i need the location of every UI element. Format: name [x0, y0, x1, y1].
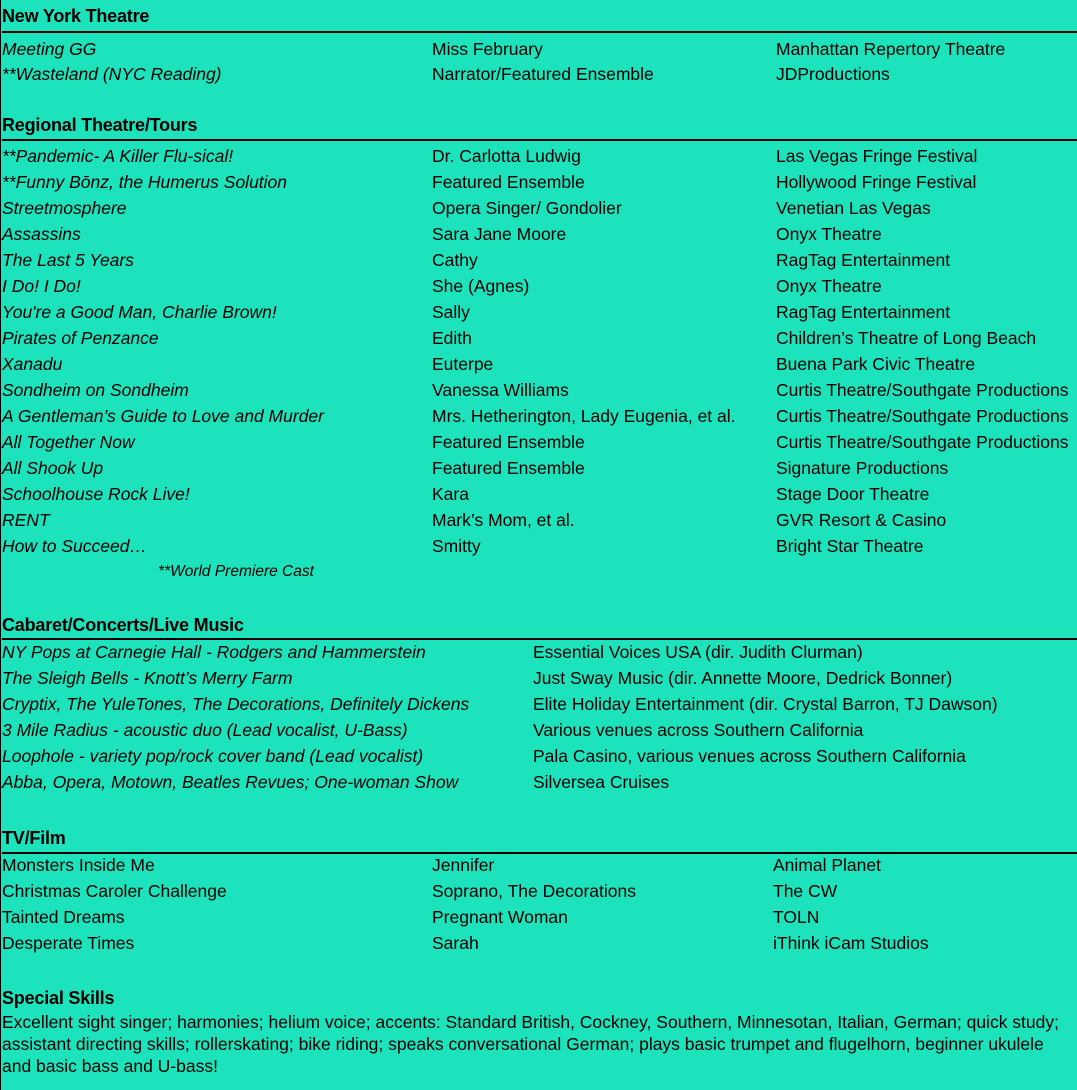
show-title: You're a Good Man, Charlie Brown!: [2, 302, 277, 322]
company-name: Venetian Las Vegas: [776, 198, 931, 218]
show-title: Loophole - variety pop/rock cover band (Lead vocalist): [2, 746, 424, 766]
role-name: Featured Ensemble: [432, 172, 585, 192]
show-title: RENT: [2, 510, 50, 530]
footnote: **World Premiere Cast: [158, 563, 314, 580]
table-row: [0, 641, 1077, 665]
section-rule: [2, 31, 1077, 33]
company-name: Animal Planet: [773, 855, 881, 875]
table-row: [0, 379, 1077, 403]
show-title: Xanadu: [2, 354, 63, 374]
company-name: Hollywood Fringe Festival: [776, 172, 977, 192]
show-title: **Wasteland (NYC Reading): [2, 64, 222, 84]
role-name: Euterpe: [432, 354, 494, 374]
company-name: Curtis Theatre/Southgate Productions: [776, 432, 1069, 452]
table-row: [0, 353, 1077, 377]
show-title: Assassins: [2, 224, 81, 244]
section-title-tvfilm: TV/Film: [2, 828, 66, 848]
show-title: A Gentleman’s Guide to Love and Murder: [2, 406, 324, 426]
company-name: JDProductions: [776, 64, 890, 84]
role-name: Jennifer: [432, 855, 495, 875]
role-name: Sarah: [432, 933, 479, 953]
company-name: GVR Resort & Casino: [776, 510, 947, 530]
company-name: Pala Casino, various venues across Southern California: [533, 746, 966, 766]
show-title: Monsters Inside Me: [2, 855, 155, 875]
table-row: [0, 249, 1077, 273]
role-name: Dr. Carlotta Ludwig: [432, 146, 581, 166]
section-rule: [2, 139, 1077, 141]
role-name: Opera Singer/ Gondolier: [432, 198, 622, 218]
company-name: iThink iCam Studios: [773, 933, 929, 953]
company-name: Curtis Theatre/Southgate Productions: [776, 380, 1069, 400]
company-name: Various venues across Southern California: [533, 720, 864, 740]
role-name: She (Agnes): [432, 276, 530, 296]
show-title: Sondheim on Sondheim: [2, 380, 189, 400]
table-row: [0, 301, 1077, 325]
table-row: [0, 771, 1077, 795]
table-row: [0, 667, 1077, 691]
show-title: I Do! I Do!: [2, 276, 81, 296]
company-name: Onyx Theatre: [776, 224, 882, 244]
table-row: [0, 719, 1077, 743]
section-title-regional: Regional Theatre/Tours: [2, 115, 198, 135]
company-name: Essential Voices USA (dir. Judith Clurman): [533, 642, 863, 662]
show-title: Streetmosphere: [2, 198, 127, 218]
company-name: Stage Door Theatre: [776, 484, 930, 504]
table-row: [0, 854, 1077, 878]
show-title: Meeting GG: [2, 39, 97, 59]
table-row: [0, 535, 1077, 559]
table-row: [0, 275, 1077, 299]
show-title: All Shook Up: [2, 458, 104, 478]
table-row: [0, 38, 1077, 62]
company-name: Curtis Theatre/Southgate Productions: [776, 406, 1069, 426]
role-name: Mrs. Hetherington, Lady Eugenia, et al.: [432, 406, 736, 426]
role-name: Sally: [432, 302, 470, 322]
table-row: [0, 63, 1077, 87]
role-name: Smitty: [432, 536, 481, 556]
show-title: Cryptix, The YuleTones, The Decorations, Definitely Dickens: [2, 694, 470, 714]
table-row: [0, 327, 1077, 351]
role-name: Featured Ensemble: [432, 432, 585, 452]
show-title: The Sleigh Bells - Knott’s Merry Farm: [2, 668, 293, 688]
table-row: [0, 906, 1077, 930]
role-name: Cathy: [432, 250, 478, 270]
role-name: Miss February: [432, 39, 543, 59]
company-name: Silversea Cruises: [533, 772, 670, 792]
show-title: How to Succeed…: [2, 536, 147, 556]
table-row: [0, 509, 1077, 533]
section-rule: [2, 638, 1077, 640]
section-title-cabaret: Cabaret/Concerts/Live Music: [2, 615, 244, 635]
company-name: Bright Star Theatre: [776, 536, 924, 556]
table-row: [0, 745, 1077, 769]
table-row: [0, 693, 1077, 717]
company-name: Buena Park Civic Theatre: [776, 354, 976, 374]
show-title: Pirates of Penzance: [2, 328, 159, 348]
show-title: Abba, Opera, Motown, Beatles Revues; One-woman Show: [2, 772, 459, 792]
table-row: [0, 405, 1077, 429]
company-name: Signature Productions: [776, 458, 949, 478]
skills-text: Excellent sight singer; harmonies; helium voice; accents: Standard British, Cockney, Southern, Minnesotan, Italian, German; quick study; assistant directing skills; rollerskating; bike riding; speaks conversational German; plays basic trumpet and flugelhorn, beginner ukulele and basic bass and U-bass!: [2, 1012, 1059, 1076]
table-row: [0, 431, 1077, 455]
table-row: [0, 223, 1077, 247]
company-name: Elite Holiday Entertainment (dir. Crystal Barron, TJ Dawson): [533, 694, 998, 714]
role-name: Edith: [432, 328, 472, 348]
show-title: **Pandemic- A Killer Flu-sical!: [2, 146, 234, 166]
show-title: Tainted Dreams: [2, 907, 125, 927]
table-row: [0, 932, 1077, 956]
section-title-skills: Special Skills: [2, 988, 115, 1008]
company-name: The CW: [773, 881, 838, 901]
role-name: Pregnant Woman: [432, 907, 568, 927]
show-title: All Together Now: [2, 432, 135, 452]
role-name: Vanessa Williams: [432, 380, 569, 400]
role-name: Mark’s Mom, et al.: [432, 510, 575, 530]
role-name: Kara: [432, 484, 469, 504]
company-name: Just Sway Music (dir. Annette Moore, Dedrick Bonner): [533, 668, 953, 688]
company-name: Las Vegas Fringe Festival: [776, 146, 978, 166]
table-row: [0, 171, 1077, 195]
role-name: Featured Ensemble: [432, 458, 585, 478]
company-name: Onyx Theatre: [776, 276, 882, 296]
show-title: Christmas Caroler Challenge: [2, 881, 227, 901]
role-name: Soprano, The Decorations: [432, 881, 636, 901]
show-title: The Last 5 Years: [2, 250, 134, 270]
table-row: [0, 197, 1077, 221]
company-name: Manhattan Repertory Theatre: [776, 39, 1006, 59]
show-title: 3 Mile Radius - acoustic duo (Lead vocalist, U-Bass): [2, 720, 408, 740]
role-name: Narrator/Featured Ensemble: [432, 64, 654, 84]
table-row: [0, 483, 1077, 507]
company-name: RagTag Entertainment: [776, 302, 951, 322]
show-title: **Funny Bōnz, the Humerus Solution: [2, 172, 288, 192]
table-row: [0, 880, 1077, 904]
section-title-new-york: New York Theatre: [2, 6, 150, 26]
company-name: Children’s Theatre of Long Beach: [776, 328, 1037, 348]
show-title: Desperate Times: [2, 933, 135, 953]
company-name: RagTag Entertainment: [776, 250, 951, 270]
show-title: NY Pops at Carnegie Hall - Rodgers and Hammerstein: [2, 642, 426, 662]
show-title: Schoolhouse Rock Live!: [2, 484, 190, 504]
table-row: [0, 457, 1077, 481]
role-name: Sara Jane Moore: [432, 224, 567, 244]
company-name: TOLN: [773, 907, 820, 927]
table-row: [0, 145, 1077, 169]
